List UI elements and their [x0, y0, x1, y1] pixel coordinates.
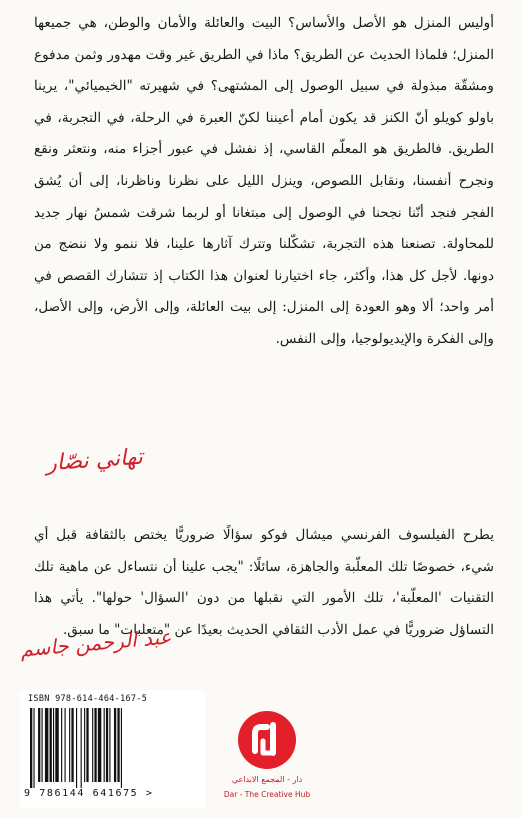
barcode-digits: 9 786144 641675 >	[24, 788, 154, 799]
blurb-paragraph-2	[34, 520, 494, 646]
barcode-bar	[114, 708, 116, 782]
isbn-barcode	[20, 690, 205, 808]
author-signature-1: تهاني نصّار	[45, 444, 144, 477]
barcode-bar	[81, 708, 82, 788]
barcode-bar	[94, 708, 96, 782]
barcode-bar	[69, 708, 70, 782]
barcode-bar	[84, 708, 85, 782]
barcode-bars	[28, 708, 196, 788]
barcode-bar	[117, 708, 119, 782]
barcode-bar	[86, 708, 88, 782]
barcode-bar	[65, 708, 66, 782]
blurb-text-1: أوليس المنزل هو الأصل والأساس؟ البيت والعائلة والأمان والوطن، هي جميعها المنزل؛ فلماذا الحديث عن الطريق؟ ماذا في الطريق غير وقت مهدور وثمن مدفوع ومشقّة مبذولة في سبيل الوصول إلى المشتهى؟ في شهيرته "الخيميائي"، يرينا باولو كويلو أنّ الكنز قد يكون أمام أعيننا لكنّ العبرة في الرحلة، في التجربة، في الطريق. فالطريق هو المعلّم القاسي، إذ نفشل في عبور أجزاء منه، ونتعثر ونقع ونجرح أنفسنا، ونقابل اللصوص، وينزل الليل على نظرنا وناظرنا، إلى أن يُشق الفجر فنجد أنّنا نجحنا في الوصول إلى مبتغانا أو لربما شرقت شمسُ نهار جديد للمحاولة. تصنعنا هذه التجربة، تشكّلنا وتترك آثارها علينا، فلا ننمو ولا ننضج من دونها. لأجل كل هذا، وأكثر، جاء اختيارنا لعنوان هذا الكتاب إذ تتشارك القصص في أمر واحد؛ ألا وهو العودة إلى المنزل: إلى بيت العائلة، وإلى الأرض، وإلى الأصل، وإلى الفكرة والإيديولوجيا، وإلى النفس.	[34, 15, 494, 347]
barcode-bar	[104, 708, 105, 782]
barcode-bar	[45, 708, 48, 782]
isbn-label: ISBN 978-614-464-167-5	[28, 694, 148, 704]
barcode-bar	[53, 708, 54, 782]
blurb-text-2: يطرح الفيلسوف الفرنسي ميشال فوكو سؤالًا ضروريًّا يختص بالثقافة قبل أي شيء، خصوصًا تلك المعلّبة والجاهزة، سائلًا: "يجب علينا أن نتساءل عن ماهية تلك التقنيات 'المعلّبة'، تلك الأمور التي نقبلها من دون 'السؤال' حولها". يأتي هذا التساؤل ضروريًّا في عمل الأدب الثقافي الحديث بعيدًا عن "متعلبات" ما سبق.	[34, 527, 494, 638]
barcode-bar	[98, 708, 101, 782]
barcode-bar	[121, 708, 122, 788]
blurb-paragraph-1	[34, 8, 494, 356]
barcode-bar	[33, 708, 34, 788]
publisher-logo	[238, 711, 296, 769]
barcode-bar	[50, 708, 52, 782]
barcode-bar	[61, 708, 62, 782]
barcode-bar	[71, 708, 73, 782]
publisher-name-english: Dar - The Creative Hub	[223, 790, 311, 799]
barcode-bar	[92, 708, 93, 782]
publisher-logo-icon	[238, 711, 296, 769]
barcode-bar	[109, 708, 110, 782]
barcode-bar	[55, 708, 58, 782]
barcode-bar	[38, 708, 40, 782]
publisher-name-arabic: دار - المجمع الابداعي	[231, 775, 303, 784]
barcode-bar	[106, 708, 108, 782]
barcode-bar	[76, 708, 77, 788]
author-signature-2: عبد الرحمن جاسم	[19, 624, 173, 662]
barcode-bar	[42, 708, 43, 782]
barcode-bar	[30, 708, 32, 788]
